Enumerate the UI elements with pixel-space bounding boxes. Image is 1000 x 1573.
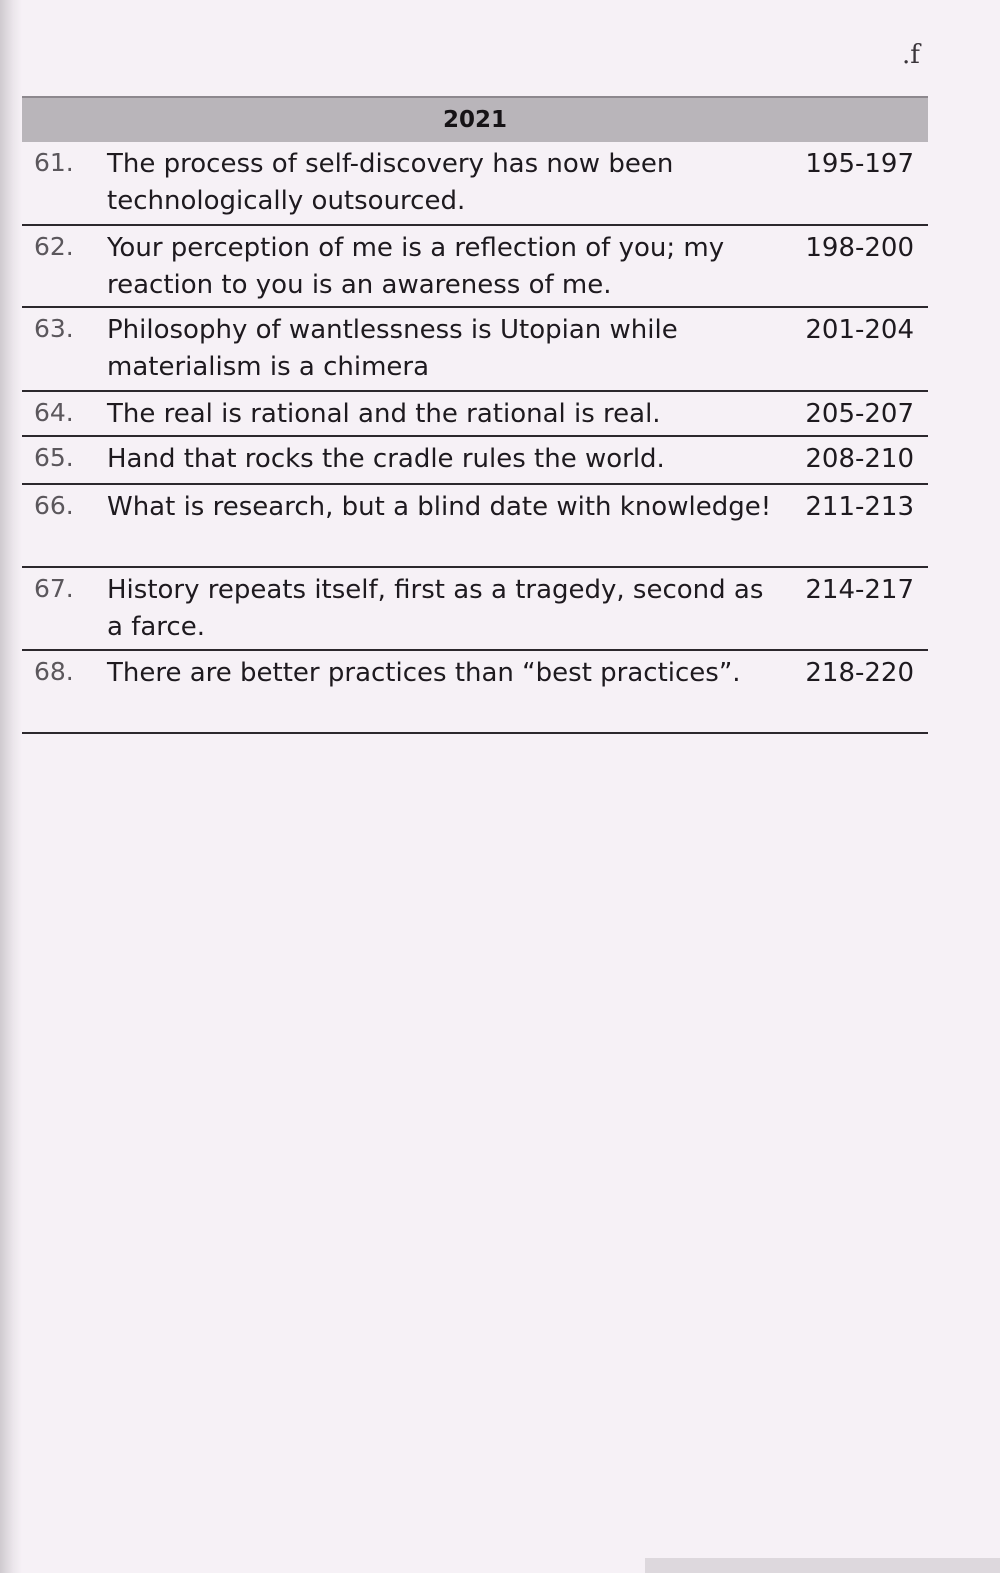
entry-title: Philosophy of wantlessness is Utopian while materialism is a chimera	[107, 315, 678, 382]
entry-pages: 214-217	[805, 575, 914, 605]
bottom-strip	[645, 1558, 1000, 1573]
entry-title: Hand that rocks the cradle rules the world.	[107, 444, 665, 474]
entry-number: 61.	[34, 148, 74, 177]
toc-entry	[22, 485, 928, 568]
entry-pages: 198-200	[805, 233, 914, 263]
corner-mark: .f	[902, 40, 920, 70]
entry-number: 64.	[34, 398, 74, 427]
entry-title: The process of self-discovery has now been technologically outsourced.	[107, 149, 674, 216]
year-heading: 2021	[22, 96, 928, 142]
entry-title: The real is rational and the rational is real.	[107, 399, 661, 429]
entry-number: 63.	[34, 314, 74, 343]
toc-entry	[22, 651, 928, 734]
entry-number: 67.	[34, 574, 74, 603]
entry-number: 68.	[34, 657, 74, 686]
toc-entry	[22, 308, 928, 392]
toc-entry	[22, 142, 928, 226]
toc-entry	[22, 568, 928, 651]
entry-number: 66.	[34, 491, 74, 520]
entry-title: There are better practices than “best practices”.	[107, 658, 741, 688]
entry-number: 62.	[34, 232, 74, 261]
entry-pages: 205-207	[805, 399, 914, 429]
entry-pages: 195-197	[805, 149, 914, 179]
entry-pages: 201-204	[805, 315, 914, 345]
toc-entry	[22, 437, 928, 485]
page-binding-edge	[0, 0, 22, 1573]
entry-pages: 211-213	[805, 492, 914, 522]
toc-entry	[22, 392, 928, 437]
entry-number: 65.	[34, 443, 74, 472]
entry-title: What is research, but a blind date with knowledge!	[107, 492, 772, 522]
entry-pages: 218-220	[805, 658, 914, 688]
entry-title: Your perception of me is a reflection of you; my reaction to you is an awareness of me.	[107, 233, 725, 300]
toc-entry	[22, 226, 928, 308]
entry-pages: 208-210	[805, 444, 914, 474]
entry-title: History repeats itself, first as a tragedy, second as a farce.	[107, 575, 764, 642]
